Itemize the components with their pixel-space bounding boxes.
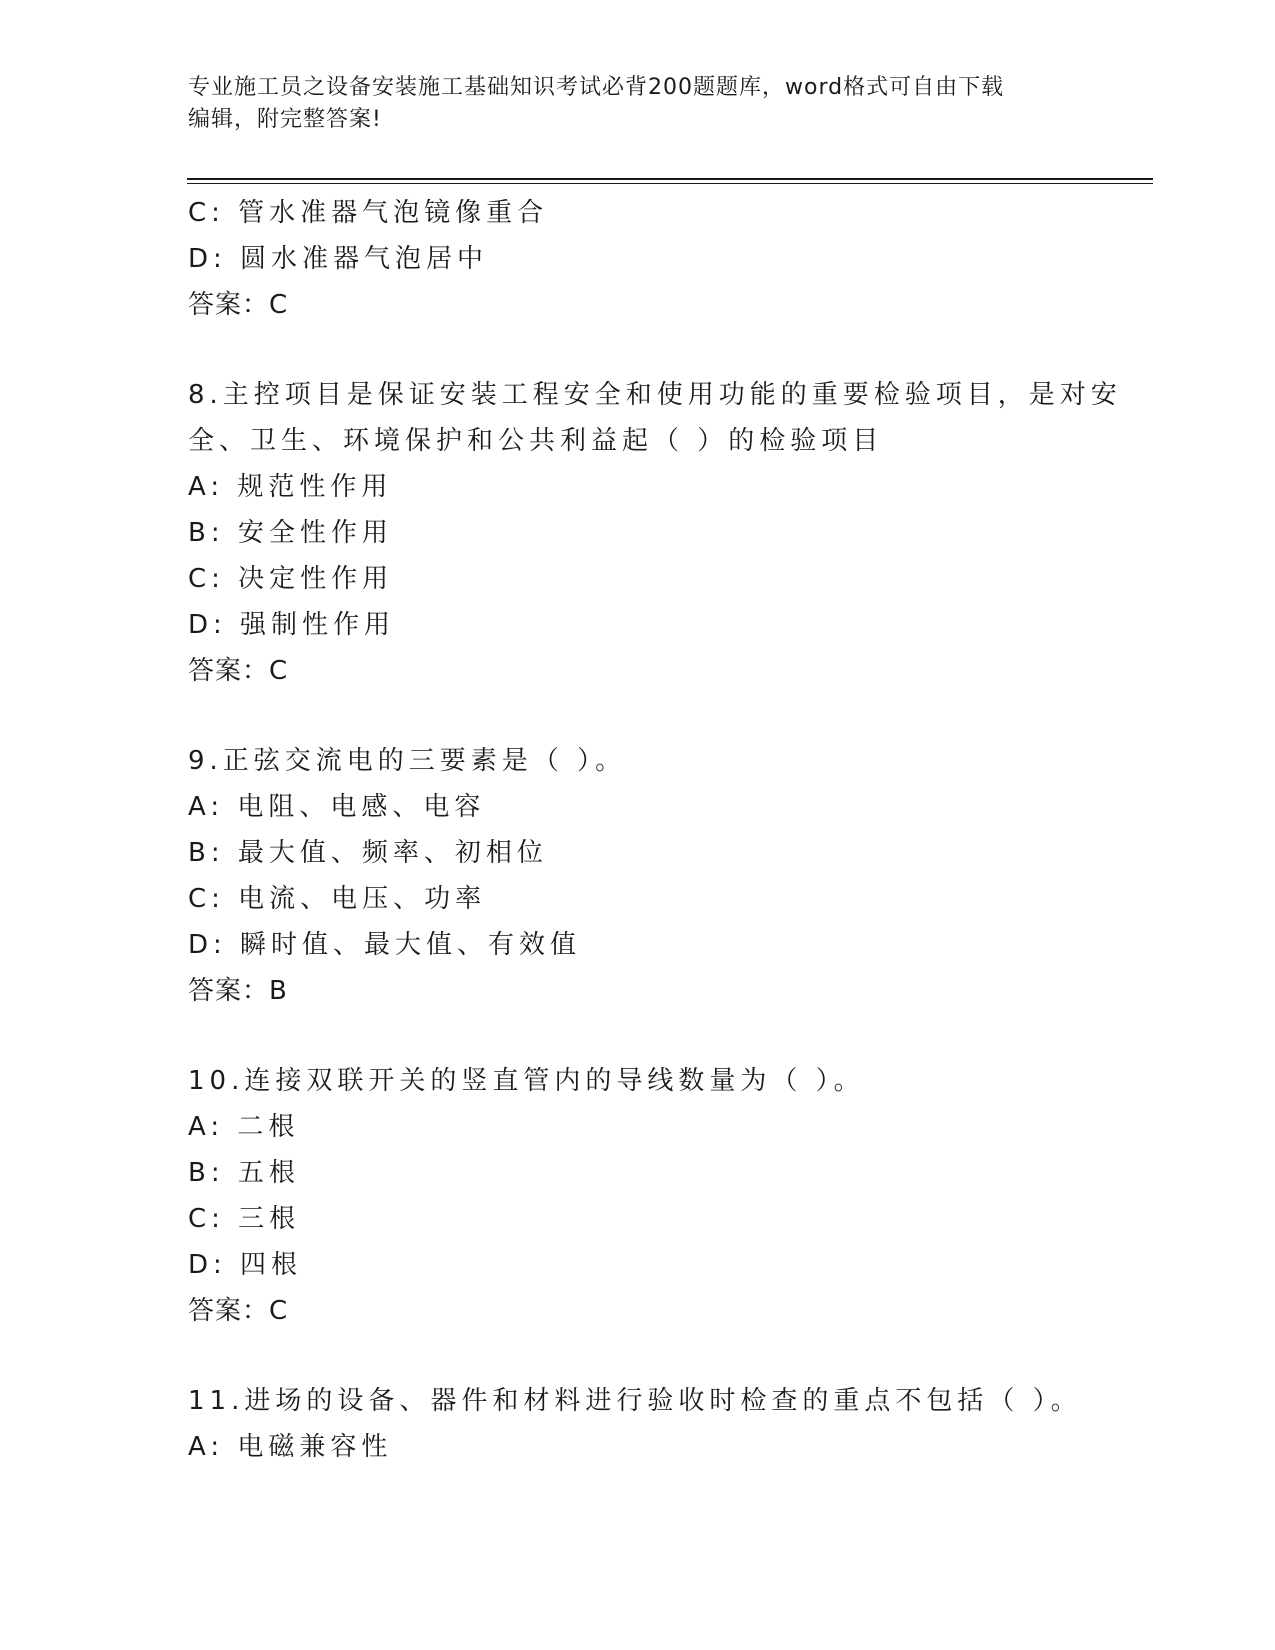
header-line-1: 专业施工员之设备安装施工基础知识考试必背200题题库，word格式可自由下载 [188,75,1005,100]
option-line: C: 三根 [188,1204,301,1234]
option-line: D: 强制性作用 [188,610,396,640]
answer-line: 答案：C [188,1296,289,1326]
option-line: B: 最大值、频率、初相位 [188,838,548,868]
question-text: 8.主控项目是保证安装工程安全和使用功能的重要检验项目，是对安 [188,380,1122,410]
question-text: 10.连接双联开关的竖直管内的导线数量为（ ）。 [188,1066,865,1096]
option-line: B: 五根 [188,1158,300,1188]
option-line: C: 管水准器气泡镜像重合 [188,198,549,228]
question-9 [188,738,1148,1014]
option-line: A: 电阻、电感、电容 [188,792,486,822]
option-line: A: 电磁兼容性 [188,1432,393,1462]
header-divider-thin [187,183,1153,184]
question-text: 全、卫生、环境保护和公共利益起（ ）的检验项目 [188,426,884,456]
document-header [188,72,1088,136]
header-line-2: 编辑，附完整答案! [188,107,382,132]
header-divider-thick [187,178,1153,180]
option-line: A: 规范性作用 [188,472,393,502]
question-list [188,190,1148,1470]
option-line: D: 四根 [188,1250,303,1280]
question-10 [188,1058,1148,1334]
option-line: D: 瞬时值、最大值、有效值 [188,930,582,960]
answer-line: 答案：B [188,976,288,1006]
option-line: A: 二根 [188,1112,300,1142]
question-11 [188,1378,1148,1470]
answer-line: 答案：C [188,656,289,686]
partial-question [188,190,1148,328]
question-text: 9.正弦交流电的三要素是（ ）。 [188,746,627,776]
option-line: B: 安全性作用 [188,518,393,548]
question-text: 11.进场的设备、器件和材料进行验收时检查的重点不包括（ ）。 [188,1386,1082,1416]
answer-line: 答案：C [188,290,289,320]
question-8 [188,372,1148,694]
option-line: D: 圆水准器气泡居中 [188,244,489,274]
option-line: C: 决定性作用 [188,564,394,594]
option-line: C: 电流、电压、功率 [188,884,487,914]
